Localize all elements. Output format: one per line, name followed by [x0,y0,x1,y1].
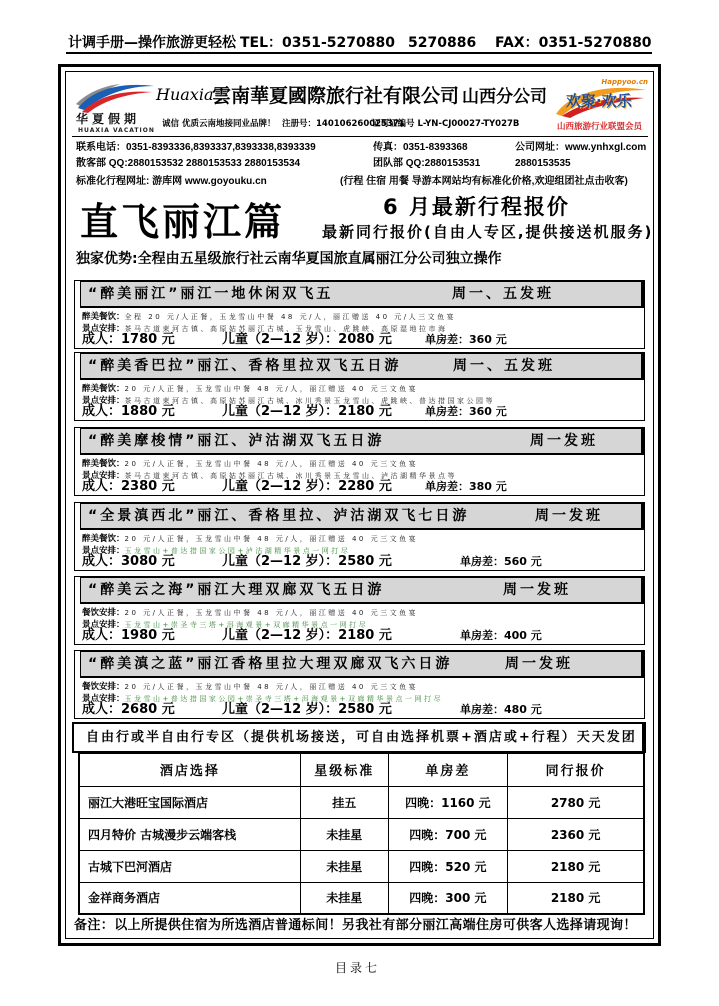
tour-section [74,352,645,421]
tour-price-line [75,554,644,570]
single-cell: 四晚：700 元 [388,818,508,850]
sights-label: 景点安排： [82,324,125,334]
company-branch: 山西分公司 [462,87,547,107]
contact-website: 公司网址：www.ynhxgl.com [515,142,647,153]
tour-sights-line [75,467,644,479]
adult-price: 成人：2380 元 [82,479,175,494]
tour-header [80,428,644,455]
single-cell: 四晚：300 元 [388,882,508,914]
tour-name: “醉美滇之蓝”丽江香格里拉大理双廊双飞六日游 [88,656,453,672]
child-price: 儿童（2—12 岁）：2280 元 [222,479,392,494]
meal-label: 醉美餐饮： [82,534,125,544]
tour-header [80,353,644,380]
tour-sights-line [75,392,644,404]
tour-meal-line [75,380,644,392]
child-price: 儿童（2—12 岁）：2080 元 [222,332,392,347]
tour-meal-line [75,604,644,616]
tour-name: “醉美丽江”丽江一地休闲双飞五 [88,286,334,302]
tour-departure: 周一、五发班 [452,286,554,302]
tour-departure: 周一发班 [503,582,571,598]
contact-fit-qq: 散客部 QQ:2880153532 2880153533 2880153534 [76,158,301,169]
company-registration: 注册号：140106260025371 [282,119,405,129]
table-row [79,850,644,882]
company-name: 雲南華夏國際旅行社有限公司 [212,85,460,107]
star-cell: 挂五 [300,786,388,818]
price-cell: 2180 元 [508,850,644,882]
table-header-single: 单房差 [388,753,508,786]
tour-header [80,281,644,308]
company-license: 证可证编号 L-YN-CJ00027-TY027B [372,119,520,129]
title-subtitle: 最新同行报价(自由人专区,提供接送机服务) [322,223,654,241]
contact-standard-site: 标准化行程网址: 游库网 www.goyouku.cn [76,176,267,187]
single-supplement: 单房差：400 元 [460,629,542,642]
badge-member-text: 山西旅游行业联盟会员 [557,122,643,132]
single-cell: 四晚：520 元 [388,850,508,882]
tour-price-line [75,702,644,718]
contact-group-qq: 团队部 QQ:2880153531 [373,158,481,169]
meal-text: 20 元/人正餐，玉龙雪山中餐 48 元/人，丽江赠送 40 元三文鱼宴 [124,683,419,691]
adult-price: 成人：2680 元 [82,702,175,717]
adult-price: 成人：3080 元 [82,554,175,569]
tour-sights-line [75,616,644,628]
hotel-table [78,752,645,915]
remark-note: 备注：以上所提供住宿为所选酒店普通标间！另我社有部分丽江高端住房可供客人选择请现询！ [74,918,637,933]
contact-fax: 传真：0351-8393368 [373,142,468,153]
meal-label: 餐饮安排： [82,682,125,692]
child-price: 儿童（2—12 岁）：2180 元 [222,404,392,419]
single-supplement: 单房差：560 元 [460,555,542,568]
child-price: 儿童（2—12 岁）：2180 元 [222,628,392,643]
meal-text: 20 元/人正餐，玉龙雪山中餐 48 元/人，丽江赠送 40 元三文鱼宴 [124,535,419,543]
single-cell: 四晚：1160 元 [388,786,508,818]
tour-section [74,650,645,719]
tour-section [74,427,645,496]
meal-text: 20 元/人正餐，玉龙雪山中餐 48 元/人，丽江赠送 40 元三文鱼宴 [124,460,419,468]
tour-sights-line [75,320,644,332]
tour-header [80,577,644,604]
tour-price-line [75,332,644,348]
alliance-badge-logo [552,78,650,134]
adult-price: 成人：1880 元 [82,404,175,419]
contact-standard-note: (行程 住宿 用餐 导游本网站均有标准化价格,欢迎组团社点击收客) [340,176,628,187]
meal-text: 20 元/人正餐，玉龙雪山中餐 48 元/人，丽江赠送 40 元三文鱼宴 [124,609,419,617]
tour-meal-line [75,530,644,542]
table-row [79,818,644,850]
table-header-price: 同行报价 [508,753,644,786]
child-price: 儿童（2—12 岁）：2580 元 [222,702,392,717]
tour-meal-line [75,455,644,467]
meal-text: 20 元/人正餐，玉龙雪山中餐 48 元/人，丽江赠送 40 元三文鱼宴 [124,385,419,393]
sights-label: 景点安排： [82,546,125,556]
sights-label: 景点安排： [82,396,125,406]
sights-label: 景点安排： [82,694,125,704]
page-title: 直飞丽江篇 [80,200,286,244]
star-cell: 未挂星 [300,882,388,914]
price-cell: 2180 元 [508,882,644,914]
company-logo-swoosh-icon [74,78,156,114]
tour-departure: 周一、五发班 [453,358,555,374]
adult-price: 成人：1980 元 [82,628,175,643]
header-divider [72,136,648,137]
table-header-star: 星级标准 [300,753,388,786]
single-supplement: 单房差：380 元 [425,480,507,493]
tour-header [80,503,644,530]
tour-header [80,651,644,678]
hotel-name-cell: 四月特价 古城漫步云端客栈 [79,818,300,850]
tour-sights-line [75,542,644,554]
star-cell: 未挂星 [300,850,388,882]
adult-price: 成人：1780 元 [82,332,175,347]
company-tagline: 诚信 优质云南地接同业品牌！ [162,119,276,129]
contact-group-qq-2: 2880153535 [515,158,571,169]
sights-text: 玉龙雪山+普达措国家公园+泸沽湖精华景点一网打尽 [124,547,351,555]
sights-text: 玉龙雪山+普达措国家公园+崇圣寺三塔+洱海观景+双廊精华景点一网打尽 [124,695,443,703]
table-header-hotel: 酒店选择 [79,753,300,786]
child-price: 儿童（2—12 岁）：2580 元 [222,554,392,569]
star-cell: 未挂星 [300,818,388,850]
badge-title-text: 欢聚·欢乐 [566,92,632,110]
single-supplement: 单房差：360 元 [425,405,507,418]
hotel-name-cell: 金祥商务酒店 [79,882,300,914]
sights-label: 景点安排： [82,620,125,630]
tour-meal-line [75,678,644,690]
page-footer: 目录七 [335,961,381,975]
company-script-name: Huaxia [156,85,214,104]
tour-departure: 周一发班 [530,433,598,449]
table-row [79,786,644,818]
meal-label: 醉美餐饮： [82,384,125,394]
top-tel: TEL：0351-5270880 [240,35,395,51]
badge-site-text: Happyoo.cn [601,78,648,86]
price-cell: 2360 元 [508,818,644,850]
table-row [79,882,644,914]
tour-price-line [75,479,644,495]
hotel-name-cell: 古城下巴河酒店 [79,850,300,882]
sights-text: 茶马古道束河古镇、高原姑苏丽江古城、冰川秀景玉龙雪山、泸沽湖精华景点等 [124,472,458,480]
tour-meal-line [75,308,644,320]
exclusive-advantage: 独家优势:全程由五星级旅行社云南华夏国旅直属丽江分公司独立操作 [76,251,502,267]
price-cell: 2780 元 [508,786,644,818]
top-underline [66,52,652,54]
meal-label: 醉美餐饮： [82,312,125,322]
tour-price-line [75,628,644,644]
logo-english-text: HUAXIA VACATION [78,127,155,134]
logo-chinese-text: 华夏假期 [76,112,141,126]
tour-name: “醉美香巴拉”丽江、香格里拉双飞五日游 [88,358,402,374]
tour-name: “醉美云之海”丽江大理双廊双飞五日游 [88,582,385,598]
sights-label: 景点安排： [82,471,125,481]
tour-section [74,502,645,571]
meal-text: 全程 20 元/人正餐，玉龙雪山中餐 48 元/人，丽江赠送 40 元/人三文鱼宴 [124,313,457,321]
top-slogan: 计调手册—操作旅游更轻松 [68,35,236,51]
contact-phone: 联系电话：0351-8393336,8393337,8393338,8393339 [76,142,316,153]
top-fax: FAX：0351-5270880 [495,35,652,51]
single-supplement: 单房差：480 元 [460,703,542,716]
single-supplement: 单房差：360 元 [425,333,507,346]
meal-label: 餐饮安排： [82,608,125,618]
tour-departure: 周一发班 [505,656,573,672]
tour-name: “全景滇西北”丽江、香格里拉、泸沽湖双飞七日游 [88,508,470,524]
free-travel-banner: 自由行或半自由行专区（提供机场接送，可自由选择机票+酒店或+行程）天天发团 [72,722,646,753]
tour-price-line [75,404,644,420]
tour-sights-line [75,690,644,702]
tour-departure: 周一发班 [535,508,603,524]
meal-label: 醉美餐饮： [82,459,125,469]
sights-text: 玉龙雪山+崇圣寺三塔+洱海观景+双廊精华景点一网打尽 [124,621,369,629]
hotel-name-cell: 丽江大港旺宝国际酒店 [79,786,300,818]
tour-section [74,280,645,349]
sights-text: 茶马古道束河古镇、高原姑苏丽江古城、玉龙雪山、虎跳峡、高原湿地拉市海 [124,325,448,333]
title-month: 6 月最新行程报价 [383,195,570,219]
table-header-row [79,753,644,786]
tour-name: “醉美摩梭情”丽江、泸沽湖双飞五日游 [88,433,385,449]
top-tel-2: 5270886 [408,35,477,51]
sights-text: 茶马古道束河古镇、高原姑苏丽江古城、冰川秀景玉龙雪山、虎跳峡、普达措国家公园等 [124,397,496,405]
tour-section [74,576,645,645]
